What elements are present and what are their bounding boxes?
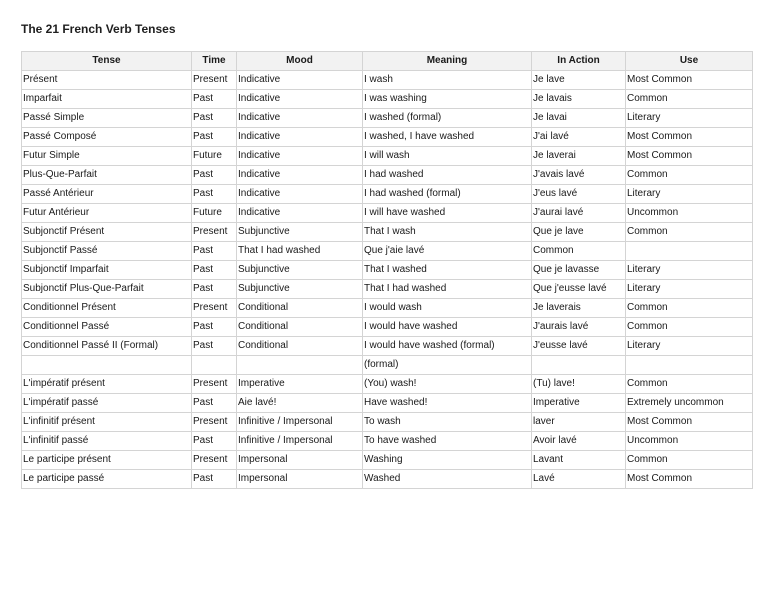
cell-meaning: Washed [363, 470, 532, 489]
cell-mood: Indicative [237, 90, 363, 109]
table-row [22, 413, 753, 432]
cell-tense: Conditionnel Passé II (Formal) [22, 337, 192, 356]
cell-use: Common [626, 223, 753, 242]
cell-use: Literary [626, 109, 753, 128]
cell-use: Literary [626, 337, 753, 356]
table-row [22, 318, 753, 337]
cell-time: Past [192, 166, 237, 185]
cell-in-action: Avoir lavé [532, 432, 626, 451]
table-row [22, 223, 753, 242]
header-tense: Tense [22, 52, 192, 71]
cell-mood: Subjunctive [237, 261, 363, 280]
cell-meaning: I had washed (formal) [363, 185, 532, 204]
cell-mood: Indicative [237, 109, 363, 128]
cell-time: Future [192, 147, 237, 166]
cell-in-action: Je lavais [532, 90, 626, 109]
cell-meaning: To wash [363, 413, 532, 432]
cell-meaning: I will wash [363, 147, 532, 166]
cell-tense: Le participe passé [22, 470, 192, 489]
cell-use: Common [626, 318, 753, 337]
cell-meaning: I washed (formal) [363, 109, 532, 128]
cell-time: Present [192, 71, 237, 90]
cell-tense: L'infinitif passé [22, 432, 192, 451]
cell-meaning: Have washed! [363, 394, 532, 413]
cell-tense: Conditionnel Présent [22, 299, 192, 318]
cell-in-action [532, 356, 626, 375]
table-row [22, 451, 753, 470]
cell-in-action: Imperative [532, 394, 626, 413]
cell-tense [22, 356, 192, 375]
cell-use [626, 242, 753, 261]
cell-in-action: J'avais lavé [532, 166, 626, 185]
cell-in-action: Lavant [532, 451, 626, 470]
cell-use [626, 356, 753, 375]
cell-time: Future [192, 204, 237, 223]
cell-tense: L'impératif présent [22, 375, 192, 394]
table-row [22, 337, 753, 356]
table-row [22, 185, 753, 204]
cell-mood [237, 356, 363, 375]
cell-use: Most Common [626, 71, 753, 90]
cell-in-action: laver [532, 413, 626, 432]
table-row [22, 71, 753, 90]
cell-use: Extremely uncommon [626, 394, 753, 413]
cell-meaning: To have washed [363, 432, 532, 451]
cell-time: Past [192, 280, 237, 299]
cell-in-action: Je laverais [532, 299, 626, 318]
cell-in-action: Je lavai [532, 109, 626, 128]
table-row [22, 299, 753, 318]
cell-use: Common [626, 375, 753, 394]
cell-time: Past [192, 337, 237, 356]
cell-meaning: I wash [363, 71, 532, 90]
cell-meaning: I was washing [363, 90, 532, 109]
cell-time: Past [192, 90, 237, 109]
cell-time: Past [192, 394, 237, 413]
cell-meaning: I would wash [363, 299, 532, 318]
cell-in-action: (Tu) lave! [532, 375, 626, 394]
cell-meaning: (You) wash! [363, 375, 532, 394]
cell-mood: Indicative [237, 128, 363, 147]
cell-mood: That I had washed [237, 242, 363, 261]
header-mood: Mood [237, 52, 363, 71]
table-row [22, 280, 753, 299]
table-row [22, 356, 753, 375]
cell-mood: Indicative [237, 166, 363, 185]
cell-time: Past [192, 109, 237, 128]
cell-mood: Impersonal [237, 451, 363, 470]
cell-in-action: Lavé [532, 470, 626, 489]
cell-tense: L'infinitif présent [22, 413, 192, 432]
cell-time: Present [192, 299, 237, 318]
cell-meaning: I will have washed [363, 204, 532, 223]
cell-use: Most Common [626, 413, 753, 432]
cell-use: Most Common [626, 470, 753, 489]
cell-in-action: Que j'eusse lavé [532, 280, 626, 299]
cell-in-action: J'ai lavé [532, 128, 626, 147]
cell-tense: Subjonctif Présent [22, 223, 192, 242]
table-row [22, 128, 753, 147]
cell-tense: Passé Composé [22, 128, 192, 147]
cell-time: Past [192, 470, 237, 489]
cell-time: Past [192, 128, 237, 147]
cell-in-action: J'aurais lavé [532, 318, 626, 337]
cell-mood: Imperative [237, 375, 363, 394]
cell-in-action: Que je lave [532, 223, 626, 242]
cell-tense: Imparfait [22, 90, 192, 109]
cell-mood: Conditional [237, 318, 363, 337]
cell-use: Most Common [626, 128, 753, 147]
cell-use: Uncommon [626, 204, 753, 223]
cell-meaning: That I wash [363, 223, 532, 242]
verb-tenses-table [21, 51, 753, 489]
table-row [22, 147, 753, 166]
cell-time: Present [192, 223, 237, 242]
cell-mood: Conditional [237, 299, 363, 318]
cell-mood: Infinitive / Impersonal [237, 432, 363, 451]
cell-meaning: I would have washed [363, 318, 532, 337]
cell-tense: L'impératif passé [22, 394, 192, 413]
table-row [22, 166, 753, 185]
cell-time: Past [192, 185, 237, 204]
cell-mood: Impersonal [237, 470, 363, 489]
cell-time [192, 356, 237, 375]
cell-mood: Indicative [237, 204, 363, 223]
cell-use: Literary [626, 280, 753, 299]
cell-tense: Conditionnel Passé [22, 318, 192, 337]
cell-tense: Subjonctif Passé [22, 242, 192, 261]
cell-use: Uncommon [626, 432, 753, 451]
cell-meaning: That I had washed [363, 280, 532, 299]
header-meaning: Meaning [363, 52, 532, 71]
cell-mood: Infinitive / Impersonal [237, 413, 363, 432]
cell-mood: Aie lavé! [237, 394, 363, 413]
cell-use: Common [626, 90, 753, 109]
cell-mood: Subjunctive [237, 280, 363, 299]
cell-time: Past [192, 318, 237, 337]
cell-tense: Présent [22, 71, 192, 90]
cell-in-action: Common [532, 242, 626, 261]
cell-time: Present [192, 451, 237, 470]
table-row [22, 242, 753, 261]
cell-in-action: Je lave [532, 71, 626, 90]
cell-tense: Le participe présent [22, 451, 192, 470]
cell-use: Common [626, 451, 753, 470]
cell-in-action: J'eusse lavé [532, 337, 626, 356]
cell-time: Past [192, 432, 237, 451]
cell-meaning: Washing [363, 451, 532, 470]
cell-use: Literary [626, 185, 753, 204]
cell-time: Past [192, 261, 237, 280]
cell-tense: Plus-Que-Parfait [22, 166, 192, 185]
header-use: Use [626, 52, 753, 71]
cell-time: Past [192, 242, 237, 261]
cell-use: Common [626, 166, 753, 185]
cell-use: Literary [626, 261, 753, 280]
cell-meaning: (formal) [363, 356, 532, 375]
cell-mood: Indicative [237, 71, 363, 90]
cell-mood: Indicative [237, 185, 363, 204]
table-row [22, 109, 753, 128]
cell-in-action: J'eus lavé [532, 185, 626, 204]
table-row [22, 261, 753, 280]
cell-tense: Futur Simple [22, 147, 192, 166]
table-row [22, 204, 753, 223]
cell-meaning: That I washed [363, 261, 532, 280]
cell-tense: Futur Antérieur [22, 204, 192, 223]
document-title: The 21 French Verb Tenses [21, 22, 176, 36]
cell-meaning: I had washed [363, 166, 532, 185]
header-in-action: In Action [532, 52, 626, 71]
cell-in-action: Que je lavasse [532, 261, 626, 280]
cell-meaning: I would have washed (formal) [363, 337, 532, 356]
cell-tense: Subjonctif Plus-Que-Parfait [22, 280, 192, 299]
cell-tense: Passé Antérieur [22, 185, 192, 204]
table-header-row [22, 52, 753, 71]
cell-time: Present [192, 375, 237, 394]
table-row [22, 394, 753, 413]
cell-tense: Subjonctif Imparfait [22, 261, 192, 280]
cell-use: Common [626, 299, 753, 318]
cell-mood: Indicative [237, 147, 363, 166]
table-row [22, 375, 753, 394]
table-row [22, 470, 753, 489]
table-row [22, 90, 753, 109]
cell-mood: Subjunctive [237, 223, 363, 242]
table-body [22, 71, 753, 489]
cell-use: Most Common [626, 147, 753, 166]
cell-mood: Conditional [237, 337, 363, 356]
cell-meaning: I washed, I have washed [363, 128, 532, 147]
cell-in-action: Je laverai [532, 147, 626, 166]
cell-in-action: J'aurai lavé [532, 204, 626, 223]
cell-tense: Passé Simple [22, 109, 192, 128]
table-row [22, 432, 753, 451]
cell-time: Present [192, 413, 237, 432]
cell-meaning: Que j'aie lavé [363, 242, 532, 261]
header-time: Time [192, 52, 237, 71]
